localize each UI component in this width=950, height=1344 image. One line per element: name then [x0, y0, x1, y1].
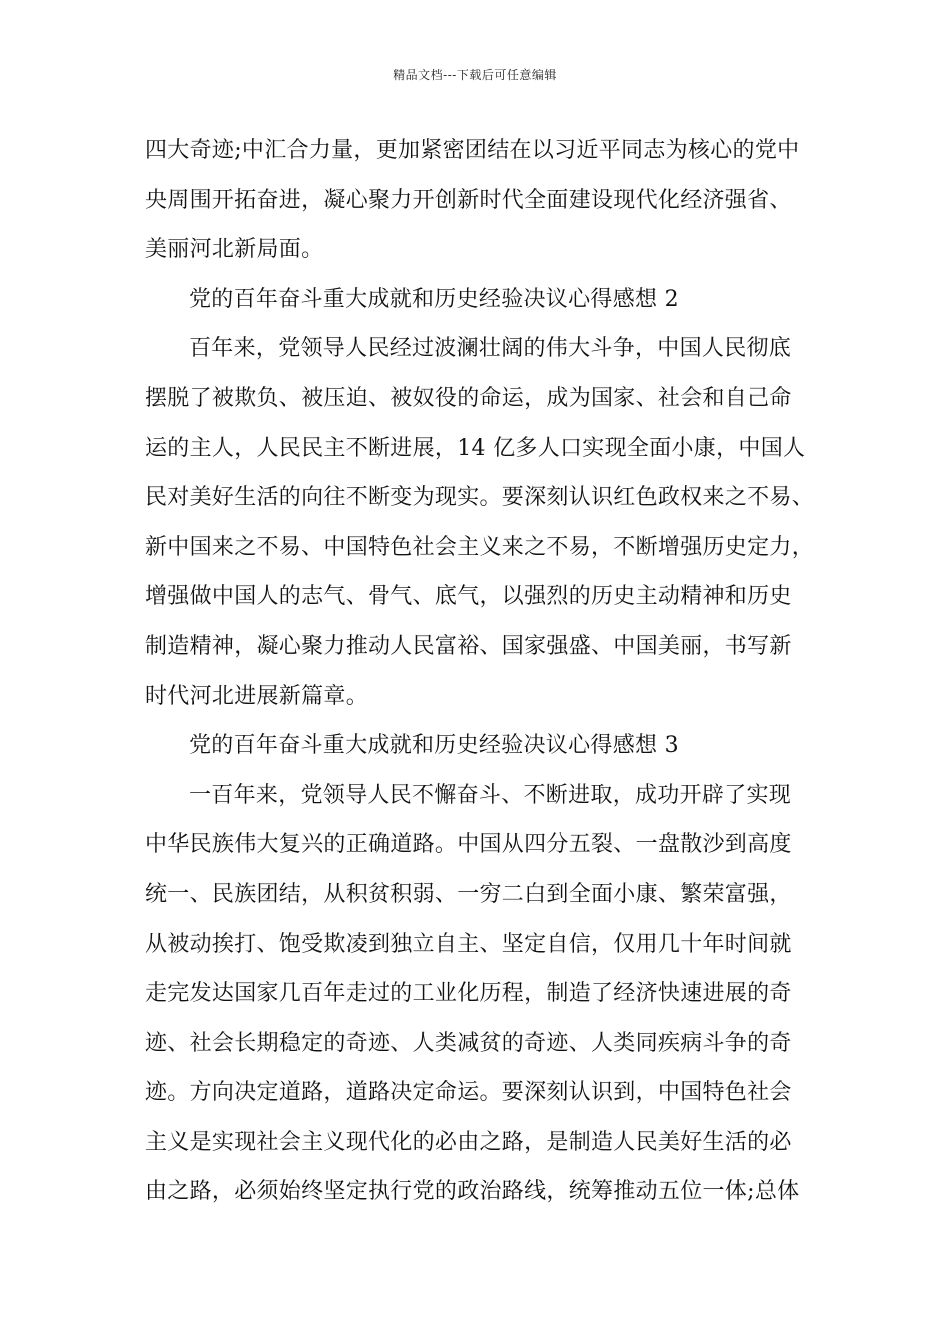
section-heading-3: [145, 725, 825, 775]
document-body: [145, 130, 825, 1221]
text-line: 运的主人，人民民主不断进展，14 亿多人口实现全面小康，中国人: [145, 435, 806, 461]
text-line: 从被动挨打、饱受欺凌到独立自主、坚定自信，仅用几十年时间就: [145, 931, 792, 957]
text-line: 迹。方向决定道路，道路决定命运。要深刻认识到，中国特色社会: [145, 1080, 792, 1106]
text-line: 走完发达国家几百年走过的工业化历程，制造了经济快速进展的奇: [145, 981, 792, 1007]
paragraph-essay-2: [145, 328, 825, 725]
text-line: 统一、民族团结，从积贫积弱、一穷二白到全面小康、繁荣富强，: [145, 881, 792, 907]
text-line: 百年来，党领导人民经过波澜壮阔的伟大斗争，中国人民彻底: [189, 336, 792, 362]
text-line: 美丽河北新局面。: [145, 237, 324, 263]
section-heading-2: [145, 279, 825, 329]
text-line: 主义是实现社会主义现代化的必由之路，是制造人民美好生活的必: [145, 1129, 792, 1155]
text-line: 中华民族伟大复兴的正确道路。中国从四分五裂、一盘散沙到高度: [145, 832, 792, 858]
text-line: 央周围开拓奋进，凝心聚力开创新时代全面建设现代化经济强省、: [145, 187, 792, 213]
text-line: 民对美好生活的向往不断变为现实。要深刻认识红色政权来之不易、: [145, 485, 815, 511]
text-line: 迹、社会长期稳定的奇迹、人类减贫的奇迹、人类同疾病斗争的奇: [145, 1030, 792, 1056]
text-line: 四大奇迹;中汇合力量，更加紧密团结在以习近平同志为核心的党中: [145, 138, 800, 163]
text-line: 由之路，必须始终坚定执行党的政治路线，统筹推动五位一体;总体: [145, 1179, 800, 1205]
heading-line: 党的百年奋斗重大成就和历史经验决议心得感想 3: [189, 733, 679, 759]
text-line: 时代河北进展新篇章。: [145, 683, 369, 709]
text-line: 摆脱了被欺负、被压迫、被奴役的命运，成为国家、社会和自己命: [145, 385, 792, 411]
paragraph-essay-3: [145, 775, 825, 1221]
text-line: 一百年来，党领导人民不懈奋斗、不断进取，成功开辟了实现: [189, 782, 792, 808]
heading-line: 党的百年奋斗重大成就和历史经验决议心得感想 2: [189, 286, 679, 312]
text-line: 新中国来之不易、中国特色社会主义来之不易，不断增强历史定力，: [145, 534, 815, 560]
text-line: 制造精神，凝心聚力推动人民富裕、国家强盛、中国美丽，书写新: [145, 633, 792, 659]
text-line: 增强做中国人的志气、骨气、底气，以强烈的历史主动精神和历史: [145, 584, 792, 610]
paragraph-continuation: [145, 130, 825, 279]
page-header: 精品文档---下载后可任意编辑: [393, 68, 557, 82]
